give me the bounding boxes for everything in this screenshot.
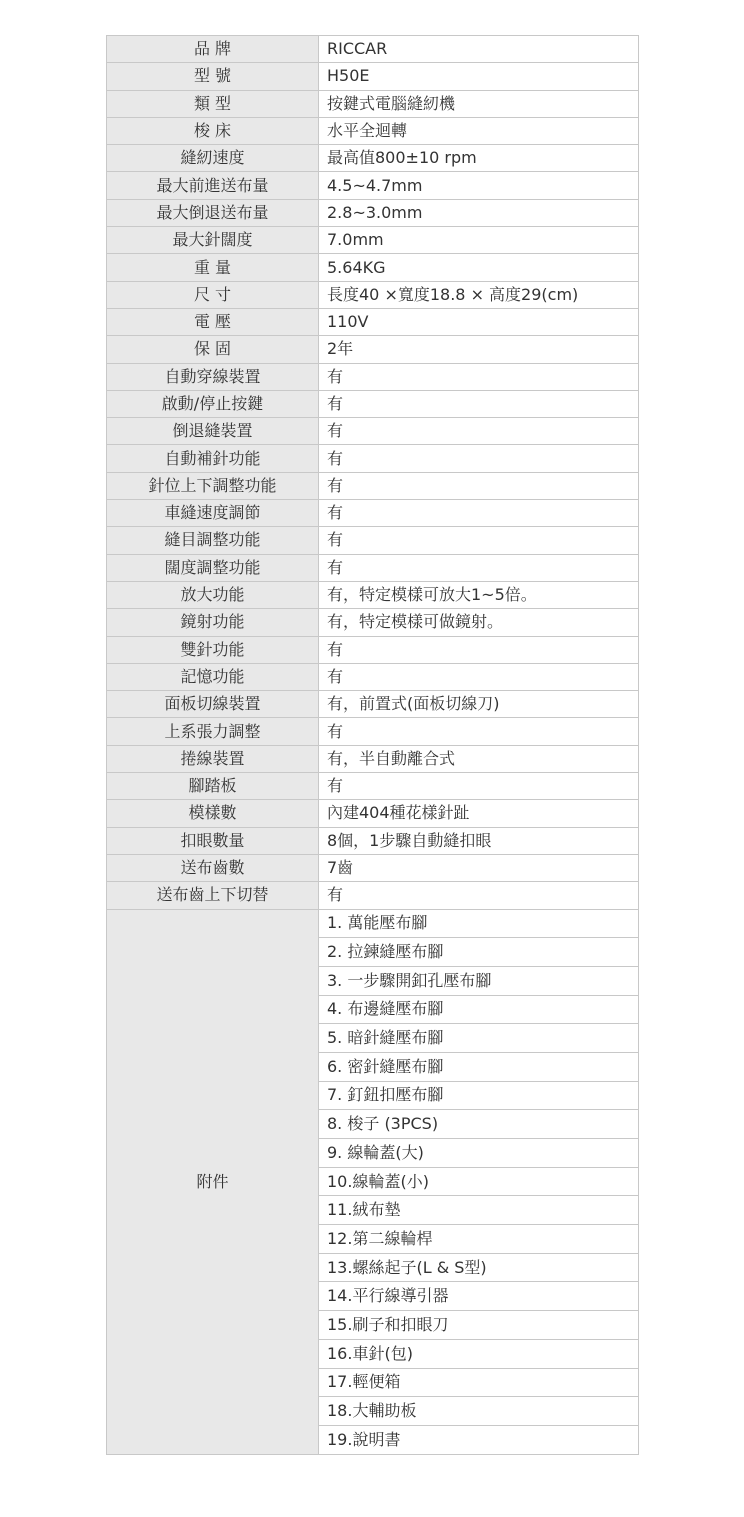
spec-row [107,90,639,117]
spec-row [107,390,639,417]
spec-value: 有，特定模樣可放大1~5倍。 [319,581,639,608]
spec-label: 最大針闊度 [107,227,319,254]
accessories-label: 附件 [107,909,319,1454]
spec-value: 2.8~3.0mm [319,199,639,226]
spec-label: 保 固 [107,336,319,363]
spec-value: 有 [319,663,639,690]
spec-row [107,117,639,144]
spec-label: 捲線裝置 [107,745,319,772]
spec-label: 送布齒數 [107,854,319,881]
spec-label: 上系張力調整 [107,718,319,745]
spec-label: 倒退縫裝置 [107,418,319,445]
spec-table [106,35,639,1455]
spec-value: 8個，1步驟自動縫扣眼 [319,827,639,854]
spec-label: 扣眼數量 [107,827,319,854]
spec-row [107,773,639,800]
spec-row [107,691,639,718]
accessory-item: 3. 一步驟開釦孔壓布腳 [319,966,639,995]
spec-label: 針位上下調整功能 [107,472,319,499]
spec-value: 有，半自動離合式 [319,745,639,772]
spec-label: 尺 寸 [107,281,319,308]
accessory-item: 6. 密針縫壓布腳 [319,1052,639,1081]
accessory-item: 12.第二線輪桿 [319,1225,639,1254]
spec-table-body [107,36,639,1455]
accessory-item: 1. 萬能壓布腳 [319,909,639,938]
spec-row [107,199,639,226]
spec-row [107,281,639,308]
spec-label: 梭 床 [107,117,319,144]
spec-row [107,636,639,663]
spec-value: 有 [319,773,639,800]
spec-value: 有，前置式(面板切線刀) [319,691,639,718]
spec-label: 記憶功能 [107,663,319,690]
spec-row [107,663,639,690]
spec-value: 有 [319,363,639,390]
spec-row [107,227,639,254]
spec-value: 有 [319,445,639,472]
spec-label: 鏡射功能 [107,609,319,636]
accessory-item: 13.螺絲起子(L & S型) [319,1253,639,1282]
spec-value: 有 [319,500,639,527]
accessory-item: 8. 梭子 (3PCS) [319,1110,639,1139]
spec-row [107,745,639,772]
accessory-item: 4. 布邊縫壓布腳 [319,995,639,1024]
spec-row [107,718,639,745]
spec-value: 水平全迴轉 [319,117,639,144]
accessory-item: 17.輕便箱 [319,1368,639,1397]
spec-row [107,145,639,172]
spec-label: 品 牌 [107,36,319,63]
spec-label: 類 型 [107,90,319,117]
spec-label: 最大倒退送布量 [107,199,319,226]
spec-row [107,254,639,281]
accessory-item: 14.平行線導引器 [319,1282,639,1311]
spec-row [107,500,639,527]
spec-row [107,445,639,472]
spec-label: 電 壓 [107,308,319,335]
spec-value: 最高值800±10 rpm [319,145,639,172]
spec-label: 放大功能 [107,581,319,608]
spec-value: 有 [319,472,639,499]
spec-label: 縫目調整功能 [107,527,319,554]
spec-value: 有 [319,636,639,663]
spec-label: 腳踏板 [107,773,319,800]
spec-row [107,827,639,854]
spec-row [107,308,639,335]
spec-row [107,63,639,90]
spec-value: 7.0mm [319,227,639,254]
spec-row [107,854,639,881]
accessory-item: 5. 暗針縫壓布腳 [319,1024,639,1053]
spec-value: 7齒 [319,854,639,881]
spec-row [107,581,639,608]
spec-value: 長度40 ×寬度18.8 × 高度29(cm) [319,281,639,308]
spec-label: 面板切線裝置 [107,691,319,718]
spec-label: 車縫速度調節 [107,500,319,527]
spec-value: 按鍵式電腦縫紉機 [319,90,639,117]
spec-row [107,336,639,363]
spec-value: 5.64KG [319,254,639,281]
spec-row [107,472,639,499]
accessory-item: 19.說明書 [319,1425,639,1454]
spec-row [107,172,639,199]
accessory-item: 15.刷子和扣眼刀 [319,1311,639,1340]
spec-label: 模樣數 [107,800,319,827]
spec-label: 最大前進送布量 [107,172,319,199]
spec-label: 型 號 [107,63,319,90]
spec-label: 雙針功能 [107,636,319,663]
accessory-item: 11.絨布墊 [319,1196,639,1225]
spec-value: 有 [319,718,639,745]
spec-value: H50E [319,63,639,90]
spec-value: 4.5~4.7mm [319,172,639,199]
spec-row [107,418,639,445]
spec-label: 送布齒上下切替 [107,882,319,909]
spec-row [107,363,639,390]
spec-value: 110V [319,308,639,335]
spec-value: 有 [319,554,639,581]
accessory-row [107,909,639,938]
spec-value: 2年 [319,336,639,363]
spec-row [107,36,639,63]
spec-row [107,554,639,581]
spec-label: 重 量 [107,254,319,281]
spec-value: 有，特定模樣可做鏡射。 [319,609,639,636]
accessory-item: 10.線輪蓋(小) [319,1167,639,1196]
spec-value: 有 [319,418,639,445]
accessory-item: 7. 釘鈕扣壓布腳 [319,1081,639,1110]
spec-value: 有 [319,882,639,909]
spec-row [107,527,639,554]
accessory-item: 18.大輔助板 [319,1397,639,1426]
accessory-item: 16.車針(包) [319,1339,639,1368]
spec-value: 有 [319,390,639,417]
spec-value: RICCAR [319,36,639,63]
spec-label: 縫紉速度 [107,145,319,172]
accessory-item: 2. 拉鍊縫壓布腳 [319,938,639,967]
spec-value: 內建404種花樣針趾 [319,800,639,827]
accessory-item: 9. 線輪蓋(大) [319,1139,639,1168]
spec-row [107,882,639,909]
spec-label: 自動補針功能 [107,445,319,472]
spec-row [107,800,639,827]
spec-value: 有 [319,527,639,554]
spec-label: 闊度調整功能 [107,554,319,581]
spec-row [107,609,639,636]
spec-label: 自動穿線裝置 [107,363,319,390]
spec-label: 啟動/停止按鍵 [107,390,319,417]
